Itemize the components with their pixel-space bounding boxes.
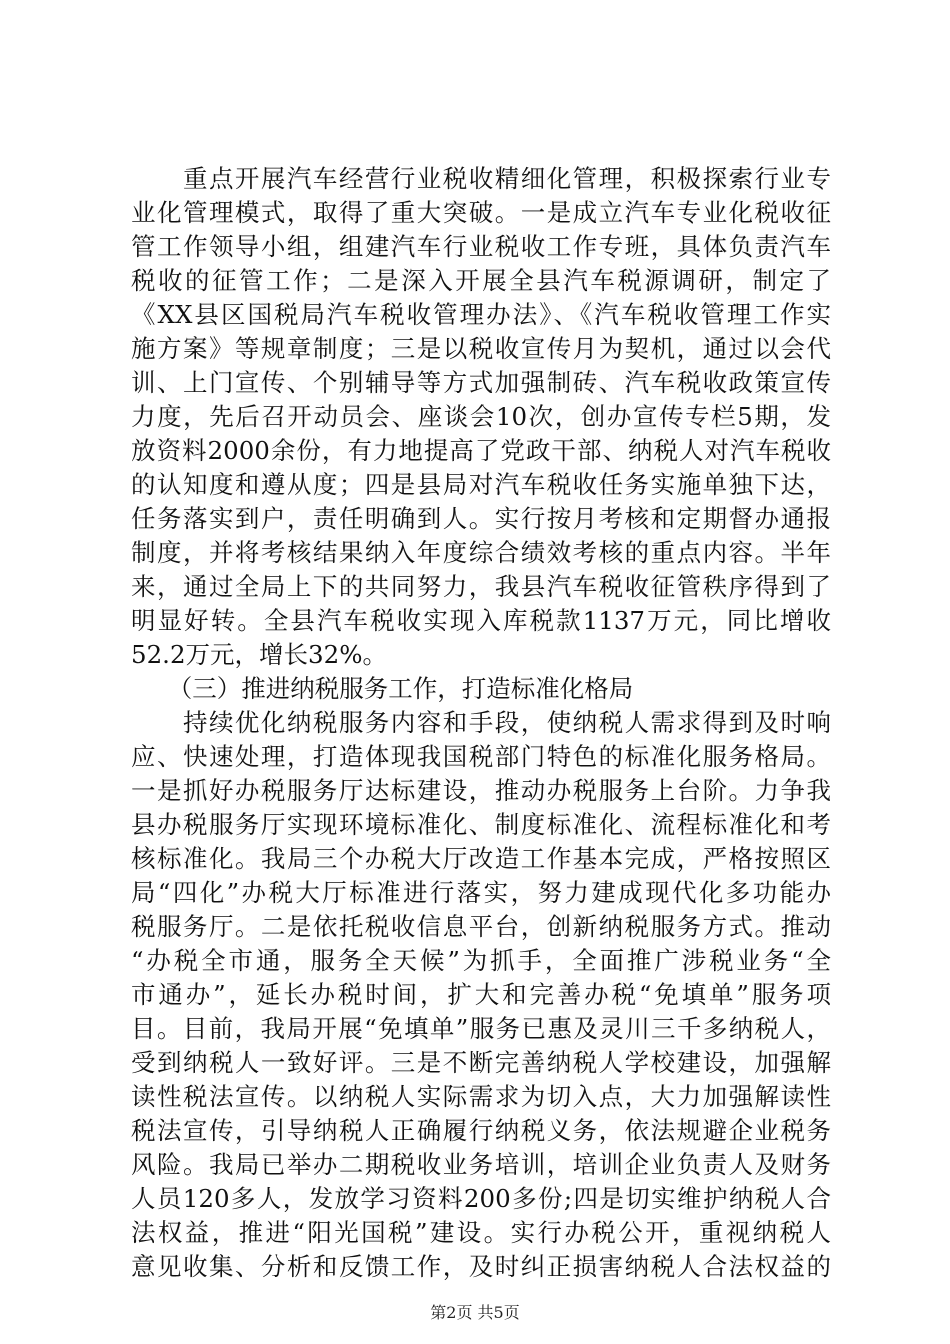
text-line: 意见收集、分析和反馈工作，及时纠正损害纳税人合法权益的	[131, 1252, 831, 1281]
text-line: 来，通过全局上下的共同努力，我县汽车税收征管秩序得到了	[131, 572, 831, 601]
text-line: 业化管理模式，取得了重大突破。一是成立汽车专业化税收征	[131, 198, 831, 227]
text-line: 税收的征管工作；二是深入开展全县汽车税源调研，制定了	[131, 266, 831, 295]
text-line: 人员120多人，发放学习资料200多份;四是切实维护纳税人合	[131, 1184, 831, 1213]
page-footer: 第2页 共5页	[430, 1303, 520, 1322]
text-line: 制度，并将考核结果纳入年度综合绩效考核的重点内容。半年	[131, 538, 831, 567]
text-line: 放资料2000余份，有力地提高了党政干部、纳税人对汽车税收	[131, 436, 831, 465]
text-line: 训、上门宣传、个别辅导等方式加强制砖、汽车税收政策宣传	[131, 368, 831, 397]
text-line: 重点开展汽车经营行业税收精细化管理，积极探索行业专	[131, 164, 831, 193]
text-line: 一是抓好办税服务厅达标建设，推动办税服务上台阶。力争我	[131, 776, 831, 805]
text-line: 税服务厅。二是依托税收信息平台，创新纳税服务方式。推动	[131, 912, 831, 941]
text-line: 风险。我局已举办二期税收业务培训，培训企业负责人及财务	[131, 1150, 831, 1179]
text-line: 管工作领导小组，组建汽车行业税收工作专班，具体负责汽车	[131, 232, 831, 261]
text-line: 持续优化纳税服务内容和手段，使纳税人需求得到及时响	[131, 708, 831, 737]
text-line: 税法宣传，引导纳税人正确履行纳税义务，依法规避企业税务	[131, 1116, 831, 1145]
text-line: 任务落实到户，责任明确到人。实行按月考核和定期督办通报	[131, 504, 831, 533]
text-line: 受到纳税人一致好评。三是不断完善纳税人学校建设，加强解	[131, 1048, 831, 1077]
text-line: 局“四化”办税大厅标准进行落实，努力建成现代化多功能办	[131, 878, 831, 907]
text-line: 法权益，推进“阳光国税”建设。实行办税公开，重视纳税人	[131, 1218, 831, 1247]
text-line: 目。目前，我局开展“免填单”服务已惠及灵川三千多纳税人，	[131, 1014, 831, 1043]
text-line: 施方案》等规章制度；三是以税收宣传月为契机，通过以会代	[131, 334, 831, 363]
text-line: “办税全市通，服务全天候”为抓手，全面推广涉税业务“全	[131, 946, 831, 975]
text-line: 52.2万元，增长32%。	[131, 640, 388, 669]
text-line: 应、快速处理，打造体现我国税部门特色的标准化服务格局。	[131, 742, 831, 771]
text-line: 的认知度和遵从度；四是县局对汽车税收任务实施单独下达，	[131, 470, 831, 499]
text-line: 明显好转。全县汽车税收实现入库税款1137万元，同比增收	[131, 606, 831, 635]
text-line: 县办税服务厅实现环境标准化、制度标准化、流程标准化和考	[131, 810, 831, 839]
text-line: 读性税法宣传。以纳税人实际需求为切入点，大力加强解读性	[131, 1082, 831, 1111]
text-line: 《XX县区国税局汽车税收管理办法》、《汽车税收管理工作实	[131, 300, 831, 329]
text-line: 力度，先后召开动员会、座谈会10次，创办宣传专栏5期，发	[131, 402, 831, 431]
section-heading: （三）推进纳税服务工作，打造标准化格局	[131, 674, 634, 703]
text-line: 核标准化。我局三个办税大厅改造工作基本完成，严格按照区	[131, 844, 831, 873]
text-line: 市通办”，延长办税时间，扩大和完善办税“免填单”服务项	[131, 980, 831, 1009]
